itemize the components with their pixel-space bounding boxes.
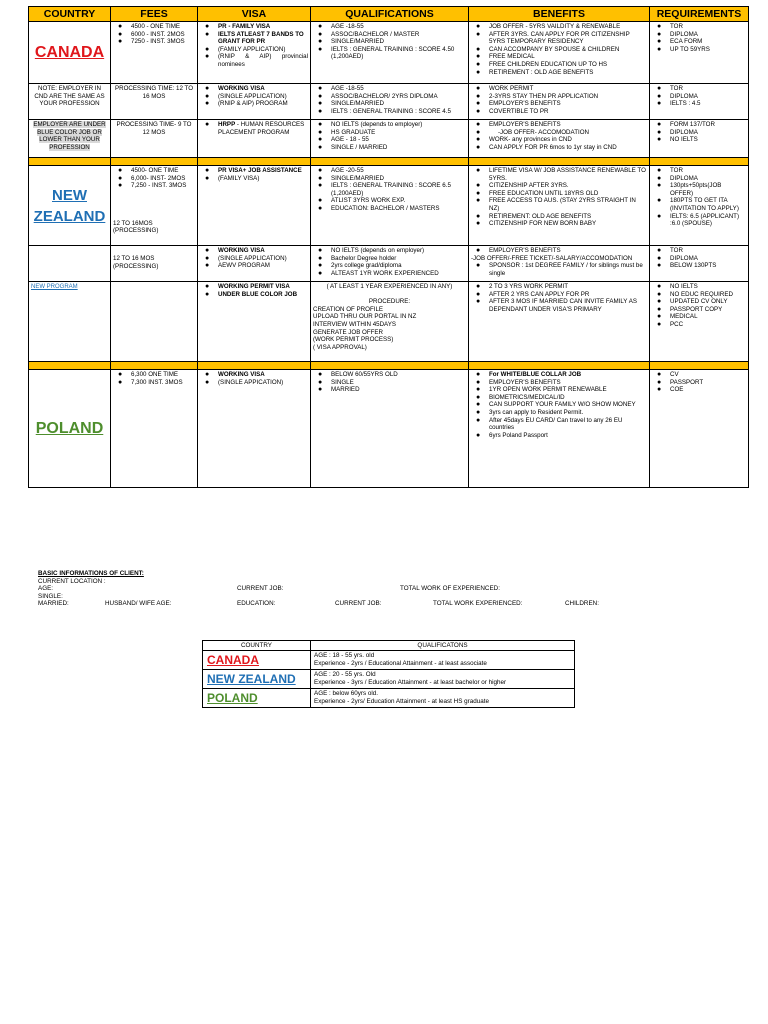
list-item: ● IELTS: 6.5 (APPLICANT) :6.0 (SPOUSE) [661,213,746,228]
canada-working-requirements [650,84,749,120]
poland-benefits [469,370,650,488]
country-name-canada: CANADA [34,43,105,61]
list-item: ● EDUCATION: BACHELOR / MASTERS [322,205,466,213]
canada-requirements [650,22,749,84]
summary-header-row [203,641,575,651]
nz-working-processing-text: 12 TO 16 MOS (PROCESSING) [113,255,159,270]
summary-line: AGE : below 60yrs old. [314,690,379,698]
husband-wife-age-label: HUSBAND/ WIFE AGE: [105,600,172,608]
header-country: COUNTRY [29,7,111,22]
nz-fees [111,166,198,246]
list-item: ● WORK- any provinces in CND [480,136,647,144]
header-row [29,7,749,22]
list-item: ● AEWV PROGRAM [209,262,308,270]
list-item: ● Bachelor Degree holder [322,255,466,263]
canada-working-benefits [469,84,650,120]
list-item: ● (FAMILY APPLICATION) [209,46,308,54]
basic-info-title: BASIC INFORMATIONS OF CLIENT: [38,570,144,577]
country-name-nz-line2: ZEALAND [33,207,106,225]
canada-row-3 [29,120,749,158]
list-item: ● EMPLOYER'S BENEFITS [480,247,647,255]
list-item: ● 6000 - INST. 2MOS [122,31,195,39]
canada-processing-time: PROCESSING TIME: 12 TO 16 MOS [111,84,198,120]
list-item: ● NO IELTS [661,283,746,291]
nz-qualifications [311,166,469,246]
nz-benefits [469,166,650,246]
list-item: ● SINGLE/MARRIED [322,175,466,183]
list-item: ● NO IELTS [661,136,746,144]
list-item: ● IELTS : 4.5 [661,100,746,108]
list-item: ● 130pts+50pts(JOB OFFER) [661,182,746,197]
summary-line: Experience - 3yrs / Education Attainment - at least bachelor or higher [314,678,507,686]
list-item: ● 6yrs Poland Passport [480,432,647,440]
age-label: AGE: [38,585,54,593]
list-item: ● AFTER 3YRS. CAN APPLY FOR PR CITIZENSHIP 5YRS TEMPORARY RESIDENCY [480,31,647,46]
list-item: ● FREE CHILDREN EDUCATION UP TO HS [480,61,647,69]
summary-row-canada [203,651,575,670]
list-item: ● ECA FORM [661,38,746,46]
header-benefits: BENEFITS [469,7,650,22]
list-item: ● BELOW 60/55YRS OLD [322,371,466,379]
list-item: ● ASSOC/BACHELOR/ 2YRS DIPLOMA [322,93,466,101]
list-item: ● MEDICAL [661,313,746,321]
list-item: ● WORKING VISA [209,247,308,255]
list-item: ● FREE MEDICAL [480,53,647,61]
canada-hrpp-qualifications [311,120,469,158]
summary-header-country: COUNTRY [203,641,311,651]
list-item: ● SINGLE/MARRIED [322,38,466,46]
list-item: ● 1YR OPEN WORK PERMIT RENEWABLE [480,386,647,394]
list-item: ● 2-3YRS STAY THEN PR APPLICATION [480,93,647,101]
canada-blue-collar-note [29,120,111,158]
list-item: ● CAN SUPPORT YOUR FAMILY W/O SHOW MONEY [480,401,647,409]
list-item: ● DIPLOMA [661,175,746,183]
list-item: ● 180PTS TO GET ITA (INVITATION TO APPLY) [661,197,746,212]
nz-working-requirements [650,246,749,282]
list-item: ● After 45days EU CARD/ Can travel to any 26 EU countries [480,417,647,432]
summary-qualifications-table [202,640,575,708]
canada-hrpp-requirements [650,120,749,158]
nz-pr-visa [198,166,311,246]
children-label: CHILDREN: [565,600,599,608]
list-item: ● 7,250 - INST. 3MOS [122,182,195,190]
canada-fees [111,22,198,84]
canada-qualifications [311,22,469,84]
list-item: ● PR - FAMILY VISA [209,23,308,31]
list-item: ● FREE EDUCATION UNTIL 18YRS OLD [480,190,647,198]
list-item: ● CV [661,371,746,379]
nz-new-program-visa [198,282,311,362]
poland-visa [198,370,311,488]
list-item: ● 2yrs college grad/diploma [322,262,466,270]
list-item: ● (RNIP & AIP) PROGRAM [209,100,308,108]
education-label: EDUCATION: [237,600,276,608]
total-work-label: TOTAL WORK OF EXPERIENCED: [400,585,500,593]
highlighted-note: EMPLOYER ARE UNDER BLUE COLOR JOB OR LOWER THAN YOUR PROFESSION [33,121,106,151]
list-item: ● CITIZENSHIP FOR NEW BORN BABY [480,220,647,228]
summary-line: AGE : 18 - 55 yrs. old [314,652,375,660]
list-item: ● DIPLOMA [661,93,746,101]
nz-working-processing-time [111,246,198,282]
list-item: ● EMPLOYER'S BENEFITS [480,379,647,387]
total-work-label-2: TOTAL WORK EXPERIENCED: [433,600,523,608]
list-item: ● TOR [661,85,746,93]
nz-working-benefit-line: -JOB OFFER/-FREE TICKET/-SALARY/ACCOMODATION [471,254,633,262]
qual-line: ( VISA APPROVAL) [313,343,367,351]
list-item: ● AGE -18-55 [322,85,466,93]
list-item: ● DIPLOMA [661,31,746,39]
list-item: ● DIPLOMA [661,129,746,137]
list-item: ● SPONSOR : 1st DEGREE FAMILY / for siblings must be single [480,262,647,277]
single-label: SINGLE: [38,592,63,600]
list-item: ● ALTEAST 1YR WORK EXPERIENCED [322,270,466,278]
list-item: ● EMPLOYER'S BENEFITS [480,121,647,129]
list-item: ● 4500 - ONE TIME [122,23,195,31]
list-item: ● For WHITE/BLUE COLLAR JOB [480,371,647,379]
list-item: ● UPDATED CV ONLY [661,298,746,306]
canada-row-1 [29,22,749,84]
list-item: ● COVERTIBLE TO PR [480,108,647,116]
list-item [209,121,308,136]
summary-qual-poland [311,689,575,708]
summary-qual-new-zealand [311,670,575,689]
qual-line: INTERVIEW WITHIN 45DAYS [313,320,396,328]
qual-line [313,291,466,299]
list-item: ● TOR [661,23,746,31]
nz-working-benefits [469,246,650,282]
summary-country-canada: CANADA [203,651,311,670]
summary-row-new-zealand [203,670,575,689]
list-item: ● 2 TO 3 YRS WORK PERMIT [480,283,647,291]
list-item: ● 6,000- INST- 2MOS [122,175,195,183]
qual-line: (WORK PERMIT PROCESS) [313,336,394,344]
hrpp-label: HRPP [218,121,236,128]
nz-working-qualifications [311,246,469,282]
list-item: ● CITIZENSHIP AFTER 3YRS. [480,182,647,190]
list-item: ● CAN ACCOMPANY BY SPOUSE & CHILDREN [480,46,647,54]
list-item: ● BELOW 130PTS [661,262,746,270]
nz-processing-time: 12 TO 16MOS (PROCESSING) [113,219,159,235]
separator-row [29,158,749,166]
header-visa: VISA [198,7,311,22]
current-location-label: CURRENT LOCATION : [38,577,106,585]
list-item: ● 3yrs can apply to Resident Permit. [480,409,647,417]
canada-working-qualifications [311,84,469,120]
list-item: ● PR VISA+ JOB ASSISTANCE [209,167,308,175]
canada-employer-note: NOTE: EMPLOYER IN CND ARE THE SAME AS YOUR PROFESSION [29,84,111,120]
summary-header-qualifications: QUALIFICATONS [311,641,575,651]
list-item: ● AGE -18-55 [322,23,466,31]
list-item: ● (RNIP & AIP) provincial nominees [209,53,308,68]
list-item: ● (FAMILY VISA) [209,175,308,183]
immigration-comparison-table [28,6,749,488]
qual-line: CREATION OF PROFILE [313,305,384,313]
country-new-zealand [29,166,111,246]
list-item: ● -JOB OFFER- ACCOMODATION [480,129,647,137]
list-item: ● COE [661,386,746,394]
canada-hrpp-benefits [469,120,650,158]
current-job-label: CURRENT JOB: [237,585,284,593]
list-item: ● UP TO 59YRS [661,46,746,54]
list-item: ● IELTS : GENERAL TRAINING : SCORE 4.5 [322,108,466,116]
canada-working-visa [198,84,311,120]
canada-hrpp-processing-time: PROCESSING TIME- 9 TO 12 MOS [111,120,198,158]
list-item: ● EMPLOYER'S BENEFITS [480,100,647,108]
nz-new-program-qualifications [311,282,469,362]
canada-benefits [469,22,650,84]
nz-new-program-fees [111,282,198,362]
header-fees: FEES [111,7,198,22]
nz-working-visa [198,246,311,282]
list-item: ● SINGLE / MARRIED [322,144,466,152]
hrpp-description: - HUMAN RESOURCES PLACEMENT PROGRAM [218,121,305,136]
canada-hrpp-visa [198,120,311,158]
list-item: ● JOB OFFER - 5YRS VAILDITY & RENEWABLE [480,23,647,31]
list-item: ● IELTS : GENERAL TRAINING : SCORE 6.5 (1,200AED) [322,182,466,197]
country-name-poland: POLAND [35,419,104,437]
list-item: ● ATLIST 3YRS WORK EXP. [322,197,466,205]
list-item: ● RETIREMENT: OLD AGE BENEFITS [480,213,647,221]
summary-country-new-zealand: NEW ZEALAND [203,670,311,689]
list-item: ● NO EDUC REQUIRED [661,291,746,299]
country-canada [29,22,111,84]
summary-row-poland [203,689,575,708]
new-program-link[interactable]: NEW PROGRAM [31,284,78,290]
list-item: ● WORKING VISA [209,85,308,93]
list-item: ● NO IELTS (depends on employer) [322,247,466,255]
list-item: ● 6,300 ONE TIME [122,371,195,379]
nz-requirements [650,166,749,246]
qual-line: UPLOAD THRU OUR PORTAL IN NZ [313,313,417,321]
nz-row-2 [29,246,749,282]
list-item: ● SINGLE [322,379,466,387]
country-poland [29,370,111,488]
list-item: ● BIOMETRICS/MEDICAL/ID [480,394,647,402]
list-item: ● HS GRADUATE [322,129,466,137]
list-item: ● FORM 137/TOR [661,121,746,129]
summary-line: AGE : 20 - 55 yrs. Old [314,671,376,679]
list-item: ● TOR [661,247,746,255]
nz-row-3 [29,282,749,362]
nz-new-program-benefits [469,282,650,362]
qual-line: ( AT LEAST 1 YEAR EXPERIENCED IN ANY) [326,283,453,290]
list-item: ● 7,300 INST. 3MOS [122,379,195,387]
list-item: ● ASSOC/BACHELOR / MASTER [322,31,466,39]
canada-visa [198,22,311,84]
nz-empty-country [29,246,111,282]
list-item: ● (SINGLE APPLICATION) [209,93,308,101]
list-item: ● AFTER 3 MOS IF MARRIED CAN INVITE FAMILY AS DEPENDANT UNDER VISA'S PRIMARY [480,298,647,313]
list-item: ● NO IELTS (depends to employer) [322,121,466,129]
list-item: ● WORK PERMIT [480,85,647,93]
basic-client-info [38,570,738,608]
poland-qualifications [311,370,469,488]
list-item: ● IELTS : GENERAL TRAINING : SCORE 4.50 (1,200AED) [322,46,466,61]
list-item: ● FREE ACCESS TO AUS. (STAY 2YRS STRAIGHT IN NZ) [480,197,647,212]
list-item: ● (SINGLE APPLICATION) [209,255,308,263]
list-item: ● 4500- ONE TIME [122,167,195,175]
list-item: ● PCC [661,321,746,329]
summary-line: Experience - 2yrs / Educational Attainment - at least associate [314,659,487,667]
list-item: ● AGE -20-55 [322,167,466,175]
list-item: ● TOR [661,167,746,175]
current-job-label-2: CURRENT JOB: [335,600,382,608]
list-item: ● IELTS ATLEAST 7 BANDS TO GRANT FOR PR [209,31,308,46]
nz-row-1 [29,166,749,246]
list-item: ● (SINGLE APPICATION) [209,379,308,387]
list-item: ● WORKING PERMIT VISA [209,283,308,291]
poland-requirements [650,370,749,488]
list-item: ● 7250 - INST. 3MOS [122,38,195,46]
list-item: ● SINGLE/MARRIED [322,100,466,108]
list-item: ● LIFETIME VISA W/ JOB ASSISTANCE RENEWABLE TO 5YRS. [480,167,647,182]
poland-fees [111,370,198,488]
header-qualifications: QUALIFICATIONS [311,7,469,22]
header-requirements: REQUIREMENTS [650,7,749,22]
list-item: ● CAN APPLY FOR PR 6mos to 1yr stay in CND [480,144,647,152]
qual-line: GENERATE JOB OFFER [313,328,384,336]
married-label: MARRIED: [38,600,69,608]
summary-qual-canada [311,651,575,670]
list-item: ● WORKING VISA [209,371,308,379]
list-item: ● UNDER BLUE COLOR JOB [209,291,308,299]
canada-row-2 [29,84,749,120]
list-item: ● PASSPORT [661,379,746,387]
nz-new-program-cell [29,282,111,362]
list-item: ● DIPLOMA [661,255,746,263]
list-item: ● AFTER 2 YRS CAN APPLY FOR PR [480,291,647,299]
summary-country-poland: POLAND [203,689,311,708]
country-name-nz-line1: NEW [52,186,87,204]
qual-line: PROCEDURE: [368,298,411,306]
nz-new-program-requirements [650,282,749,362]
summary-line: Experience - 2yrs/ Education Attainment - at least HS graduate [314,697,490,705]
separator-row [29,362,749,370]
list-item: ● MARRIED [322,386,466,394]
list-item: ● AGE - 18 - 55 [322,136,466,144]
list-item: ● RETIREMENT : OLD AGE BENEFITS [480,69,647,77]
list-item: ● PASSPORT COPY [661,306,746,314]
poland-row [29,370,749,488]
